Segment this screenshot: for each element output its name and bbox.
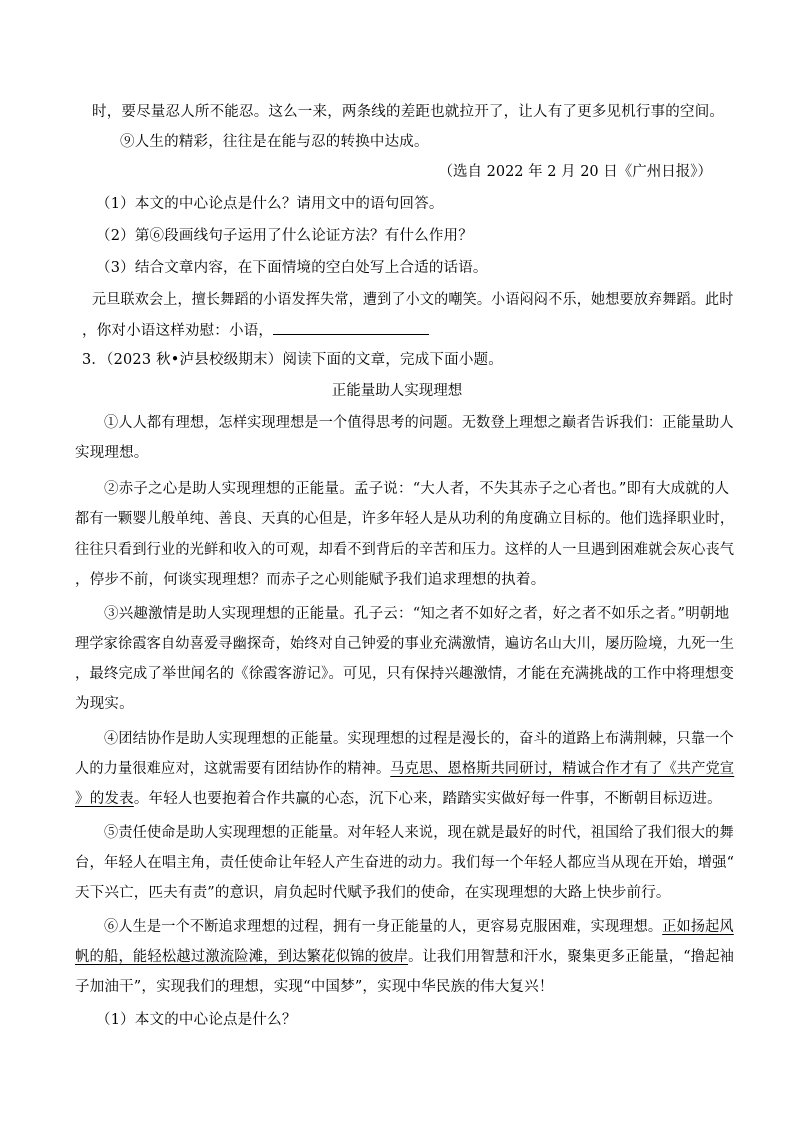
question-3-header: 3．（2023 秋•泸县校级期末）阅读下面的文章，完成下面小题。 — [82, 352, 503, 368]
paragraph-5-line: 天下兴亡，匹夫有责”的意识，肩负起时代赋予我们的使命，在实现理想的大路上快步前行。 — [75, 885, 671, 901]
paragraph-3-line: 理学家徐霞客自幼喜爱寻幽探奇，始终对自己钟爱的事业充满激情，遍访名山大川，屡历险境，九死一生 — [75, 636, 735, 652]
paragraph-4-text: 人的力量很难应对，这就需要有团结协作的精神。 — [75, 761, 391, 777]
paragraph-3-line: 为现实。 — [75, 696, 134, 712]
paragraph-2-line: 往往只看到行业的光鲜和收入的可观，却看不到背后的辛苦和压力。这样的人一旦遇到困难就会灰心丧气 — [75, 542, 735, 558]
underlined-sentence: 正如扬起风 — [662, 919, 734, 935]
paragraph-6-text: 。让我们用智慧和汗水，聚集更多正能量，“撸起袖 — [408, 949, 735, 965]
paragraph-2-line: ，停步不前，何谈实现理想？而赤子之心则能赋予我们追求理想的执着。 — [75, 572, 546, 588]
prev-article-source: （选自 2022 年 2 月 20 日《广州日报》） — [438, 164, 712, 180]
paragraph-6-text: ⑥人生是一个不断追求理想的过程，拥有一身正能量的人，更容易克服困难，实现理想。 — [104, 919, 663, 935]
prev-article-line: 时，要尽量忍人所不能忍。这么一来，两条线的差距也就拉开了，让人有了更多见机行事的空间。 — [92, 104, 725, 120]
paragraph-6-line: 子加油干”，实现我们的理想，实现“中国梦”，实现中华民族的伟大复兴！ — [75, 979, 554, 995]
scenario-answer-line — [82, 320, 429, 341]
paragraph-4-text: 。年轻人也要抱着合作共赢的心态，沉下心来，踏踏实实做好每一件事，不断朝目标迈进。 — [133, 791, 722, 807]
paragraph-4-line — [75, 789, 722, 809]
prev-question-2: （2）第⑥段画线句子运用了什么论证方法？有什么作用？ — [96, 228, 473, 244]
underlined-sentence: 》的发表 — [75, 791, 134, 807]
article-title: 正能量助人实现理想 — [331, 383, 463, 399]
answer-blank[interactable] — [273, 320, 429, 335]
prev-article-paragraph-9: ⑨人生的精彩，往往是在能与忍的转换中达成。 — [120, 134, 429, 150]
scenario-text: 元旦联欢会上，擅长舞蹈的小语发挥失常，遭到了小文的嘲笑。小语闷闷不乐，她想要放弃舞蹈。此时 — [92, 292, 734, 308]
underlined-sentence: 帆的船，能轻松越过激流险滩，到达繁花似锦的彼岸 — [75, 949, 409, 965]
paragraph-6-line — [75, 947, 734, 967]
paragraph-2-line: 都有一颗婴儿般单纯、善良、天真的心但是，许多年轻人是从功利的角度确立目标的。他们选择职业时， — [75, 511, 735, 527]
underlined-sentence: 马克思、恩格斯共同研讨，精诚合作才有了《共产党宣 — [390, 761, 735, 777]
paragraph-5-line: ⑤责任使命是助人实现理想的正能量。对年轻人来说，现在就是最好的时代，祖国给了我们很大的舞 — [104, 825, 734, 841]
paragraph-4-line — [75, 759, 734, 779]
question-3-sub-1: （1）本文的中心论点是什么？ — [96, 1012, 297, 1028]
paragraph-3-line: ③兴趣激情是助人实现理想的正能量。孔子云：“知之者不如好之者，好之者不如乐之者。”明朝地 — [104, 606, 730, 622]
paragraph-3-line: ，最终完成了举世闻名的《徐霞客游记》。可见，只有保持兴趣激情，才能在充满挑战的工作中将理想变 — [75, 666, 734, 682]
paragraph-6-line — [104, 917, 734, 937]
scenario-prompt: ，你对小语这样劝慰：小语， — [82, 323, 274, 339]
paragraph-4-line: ④团结协作是助人实现理想的正能量。实现理想的过程是漫长的，奋斗的道路上布满荆棘，只靠一个 — [104, 731, 734, 747]
prev-question-1: （1）本文的中心论点是什么？请用文中的语句回答。 — [96, 196, 444, 212]
prev-question-3: （3）结合文章内容，在下面情境的空白处写上合适的话语。 — [96, 260, 488, 276]
paragraph-1-line: 实现理想。 — [75, 445, 149, 461]
paragraph-1-line: ①人人都有理想，怎样实现理想是一个值得思考的问题。无数登上理想之巅者告诉我们：正能量助人 — [104, 415, 734, 431]
paragraph-5-line: 台，年轻人在唱主角，责任使命让年轻人产生奋进的动力。我们每一个年轻人都应当从现在开始，增强“ — [75, 855, 735, 871]
paragraph-2-line: ②赤子之心是助人实现理想的正能量。孟子说：“大人者，不失其赤子之心者也。”即有大成就的人 — [104, 481, 730, 497]
